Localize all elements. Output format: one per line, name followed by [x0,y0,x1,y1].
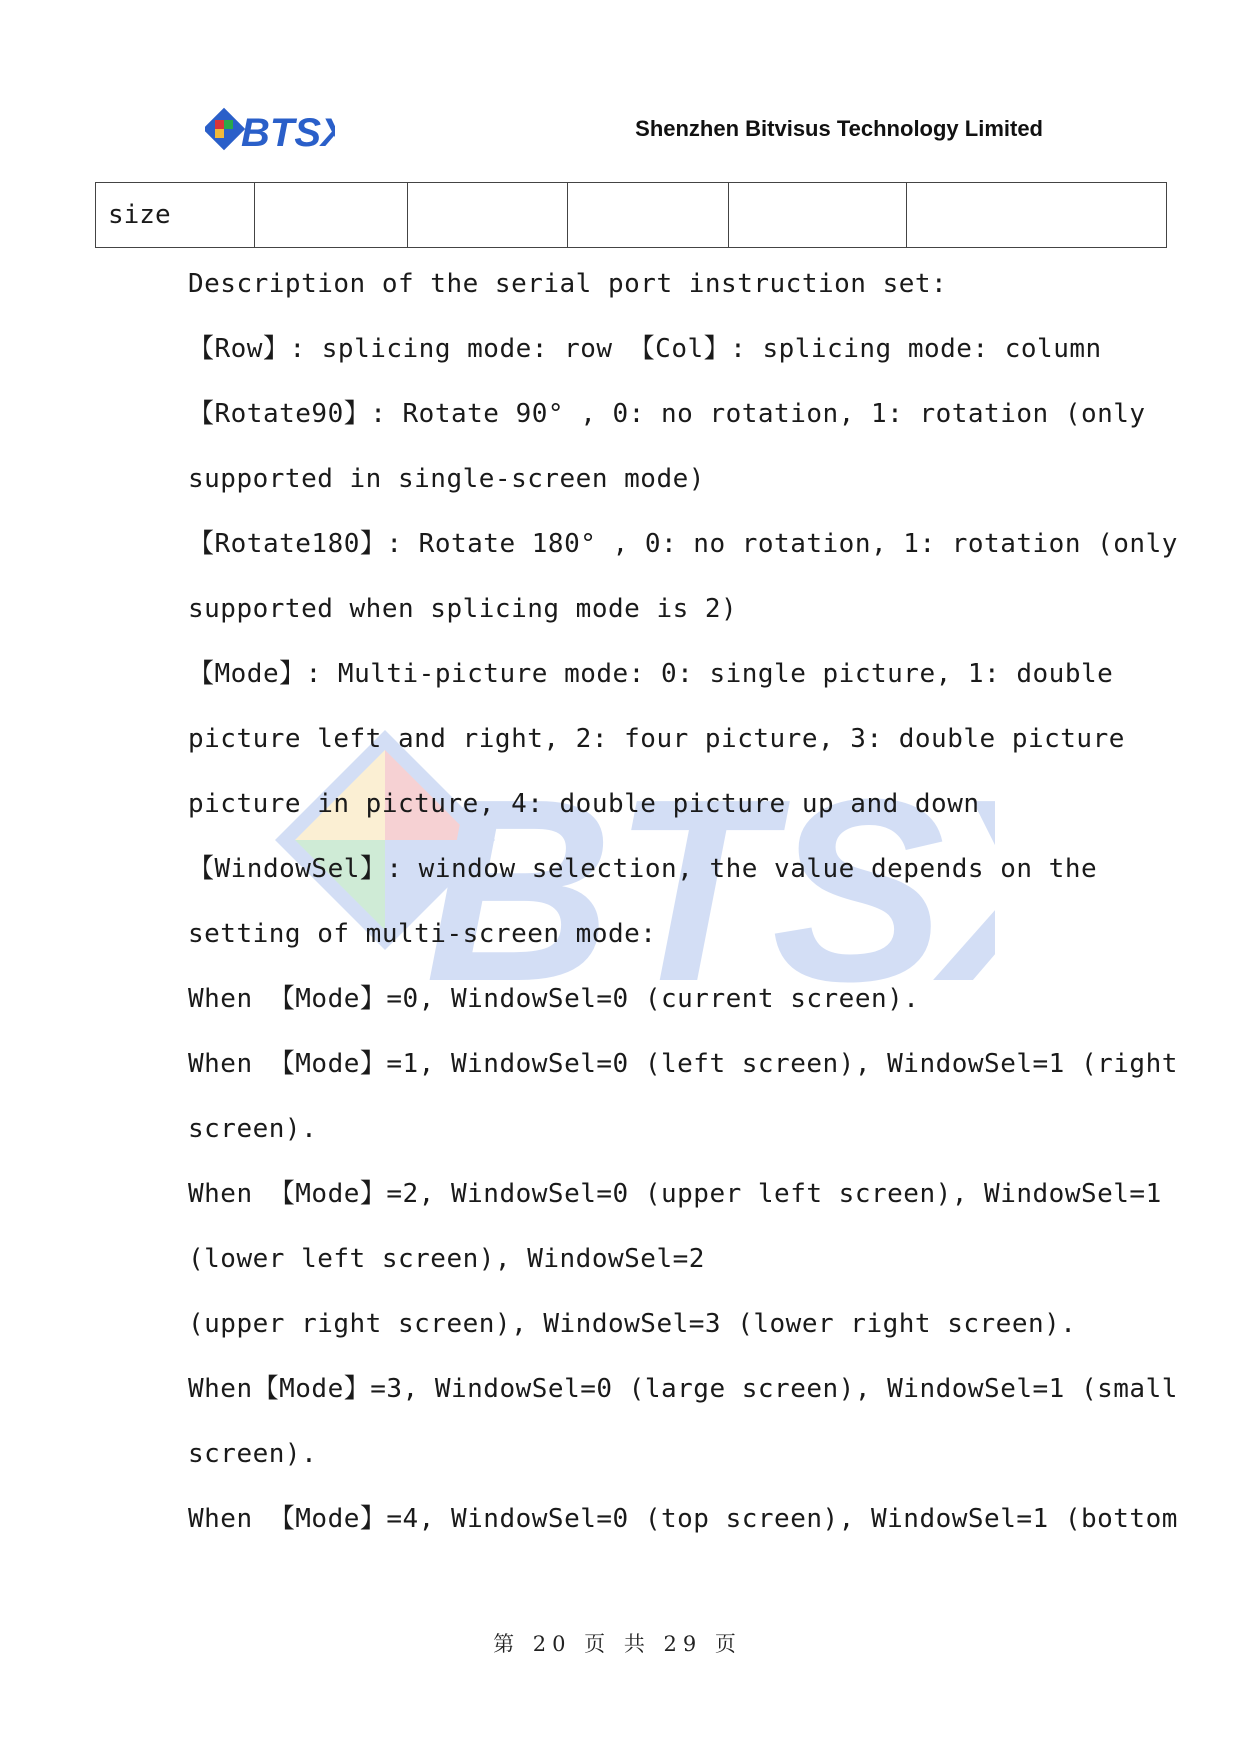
table-cell: size [96,183,255,247]
paragraph-line: 【Rotate180】: Rotate 180° , 0: no rotation, 1: rotation (only [188,529,1178,559]
table-cell [255,183,408,247]
paragraph-line: (lower left screen), WindowSel=2 [188,1244,705,1274]
table-cell [408,183,568,247]
paragraph-line: 【WindowSel】: window selection, the value depends on the [188,854,1098,884]
company-name: Shenzhen Bitvisus Technology Limited [635,116,1043,141]
paragraph-line: picture left and right, 2: four picture, 3: double picture [188,724,1125,754]
paragraph-line: When 【Mode】=1, WindowSel=0 (left screen), WindowSel=1 (right [188,1049,1178,1079]
paragraph-line: screen). [188,1439,318,1469]
paragraph-line: picture in picture, 4: double picture up and down [188,789,980,819]
table-cell [907,183,1166,247]
company-logo [205,104,335,154]
paragraph-line: 【Row】: splicing mode: row 【Col】: splicing mode: column [188,334,1102,364]
watermark-text: BTS [425,746,945,1010]
paragraph-line: When【Mode】=3, WindowSel=0 (large screen), WindowSel=1 (small [188,1374,1178,1404]
paragraph-line: supported in single-screen mode) [188,464,705,494]
paragraph-line: screen). [188,1114,318,1144]
page-number: 第 20 页 共 29 页 [493,1632,742,1656]
instruction-description [188,262,1178,1562]
paragraph-line: Description of the serial port instruction set: [188,269,948,299]
paragraph-line: supported when splicing mode is 2) [188,594,738,624]
paragraph-line: (upper right screen), WindowSel=3 (lower right screen). [188,1309,1077,1339]
logo-text: BTS [241,111,321,154]
paragraph-line: When 【Mode】=4, WindowSel=0 (top screen), WindowSel=1 (bottom [188,1504,1178,1534]
spec-table-row [95,182,1167,248]
paragraph-line: When 【Mode】=2, WindowSel=0 (upper left screen), WindowSel=1 [188,1179,1162,1209]
table-cell [568,183,729,247]
paragraph-line: 【Mode】: Multi-picture mode: 0: single picture, 1: double [188,659,1114,689]
paragraph-line: When 【Mode】=0, WindowSel=0 (current screen). [188,984,920,1014]
paragraph-line: 【Rotate90】: Rotate 90° , 0: no rotation, 1: rotation (only [188,399,1146,429]
table-cell [729,183,907,247]
paragraph-line: setting of multi-screen mode: [188,919,657,949]
